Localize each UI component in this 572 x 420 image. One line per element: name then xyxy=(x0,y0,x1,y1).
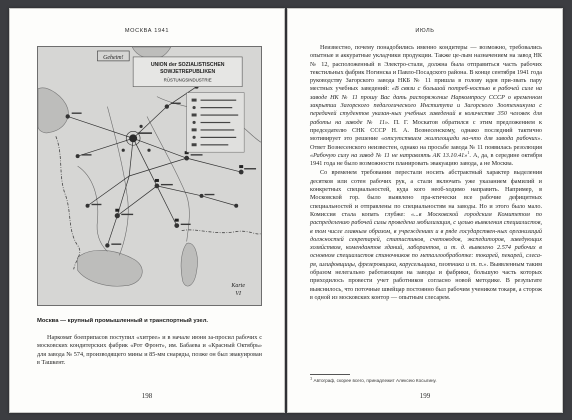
map-figure xyxy=(37,46,262,306)
footnote-text: Автограф, скорее всего, принадлежит Алексею Косыгину. xyxy=(313,378,437,383)
page-number-right: 199 xyxy=(419,392,431,400)
map-subtitle: RÜSTUNGSINDUSTRIE xyxy=(163,77,212,83)
right-paragraph-1: Неизвестно, почему понадобились именно кондитеры — возможно, требовались опытные и аккуратные укладчики продукции. Также це-лым назначением на завод НК № 12, расположенный в Электро-стали, должна была отправиться часть рабочих текстильных фабрик Ногинска и Павло-Посадского района. В конце сентября 1941 года руководству Загорского завода НКБ № 11 пришла в голову идея при-звать пару местных учебных заведений: «В связи с большой потреб-ностью в рабочей силе на заводе НК № 11 прошу Вас дать распоряжение Наркомпросу СССР о временном закрытии Загорского педагогического Института и Загорского Зоотехникума с передачей студентов указан-ных учебных заведений в количестве 350 человек для работы на заводе № 11». П. Г. Москатов обратился с этим предложением к председателю СНК СССР Н. А. Вознесенскому, однако последний тактично мотивирует это решение «отсутствием жилплощади на-что для завода рабочих». Ответ Вознесенского неизвестен, однако на просьбе завода № 11 появилась резолюция «Рабочую силу на завод № 11 не направлять АК 13.10.41»$^1$. А, да, в середине октября 1941 года не было возможности планировать эвакуацию завода, а не Москва. xyxy=(310,44,543,168)
running-head-left: МОСКВА 1941 xyxy=(124,28,170,34)
left-body-text xyxy=(37,334,262,368)
map-title-line2: SOWJETREPUBLIKEN xyxy=(160,68,216,75)
footnote-divider xyxy=(310,374,350,375)
footnote xyxy=(310,375,542,383)
map-image xyxy=(38,47,261,305)
left-page xyxy=(9,8,285,413)
running-head-right: ИЮЛЬ xyxy=(415,28,435,34)
map-title-line1: UNION der SOZIALISTISCHEN xyxy=(150,61,225,68)
map-bottom-label-1: Karte xyxy=(231,283,245,290)
right-body-text xyxy=(310,44,542,302)
map-stamp: Geheim! xyxy=(103,54,124,61)
footnote-mark: 1 xyxy=(310,375,313,381)
map-bottom-label-2: VI xyxy=(235,291,242,298)
page-number-left: 198 xyxy=(141,392,153,400)
left-paragraph: Наркомат боеприпасов поступил «хитрее» и в начале июня за-просил рабочих с московских кондитерских фабрик «Рот Фронт», им. Бабаева и «Красный Октябрь» для завода № 574, производящего мины и 85-мм снаряды, позже он был эвакуирован в Ташкент. xyxy=(37,334,262,367)
footnote-reference[interactable]: 1 xyxy=(467,149,470,155)
right-paragraph-2: Со временем требования перестали носить абстрактный характер выделения десятков или сотен рабочих рук, а стали включать уже указанием фамилий и конкретных специальностей, куда кого необ-ходимо направить. Например, в Московской гор. было выявлено пра-ктически все рабочие дефицитных специальностей и отправлены по специальностям на заводы. Но и этого было мало. Комиссия стала копать глубже: «...в Московской городским Комитетом по распределению рабочей силы проведена мобилизация, с целью выявления специалистов, в том числе главным образом, в учреждениях и в ряде государствен-ных организаций должностей секретарей, статистиков, счетоводов, экспедиторов, заведующих хозяйством, комендантов зданий, лаборантов, и т. д. выявлено 2.574 рабочих в основном специалистов станочников по металлообработке: токарей, пекарей, слеса-ря, шлифовщицы, фрезеровщика, карусельщика, плотника и т. п.». Выявленным таким образом нелегально работающим на заводы и фабрики, большую часть которых приходилось провести учет работников согласно новой методике. В результате выяснилось, что поточные швейцар постоянно был рабочим учеником токаря, а сторож в одной из московских контор — опытным слесарем. xyxy=(310,169,542,301)
figure-caption: Москва — крупный промышленный и транспортный узел. xyxy=(37,318,209,324)
right-page xyxy=(287,8,563,413)
